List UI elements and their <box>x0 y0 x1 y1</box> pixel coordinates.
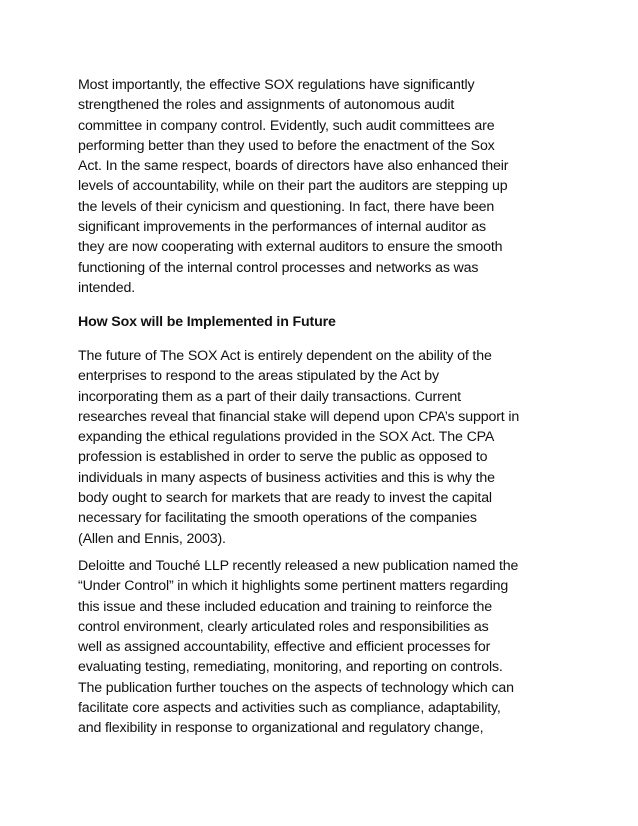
paragraph-line: enterprises to respond to the areas stipulated by the Act by <box>78 368 439 385</box>
paragraph-line: levels of accountability, while on their part the auditors are stepping up <box>78 178 508 195</box>
paragraph-line: evaluating testing, remediating, monitoring, and reporting on controls. <box>78 659 503 676</box>
paragraph-line: performing better than they used to before the enactment of the Sox <box>78 137 495 154</box>
paragraph-line: researches reveal that financial stake will depend upon CPA’s support in <box>78 408 520 425</box>
paragraph-line: strengthened the roles and assignments of autonomous audit <box>78 97 455 114</box>
paragraph-sox-effects <box>78 75 576 298</box>
paragraph-line: committee in company control. Evidently, such audit committees are <box>78 117 495 134</box>
paragraph-line: incorporating them as a part of their daily transactions. Current <box>78 388 461 405</box>
paragraph-line: profession is established in order to serve the public as opposed to <box>78 449 488 466</box>
section-heading <box>78 312 576 332</box>
paragraph-line: intended. <box>78 279 136 296</box>
paragraph-line: individuals in many aspects of business activities and this is why the <box>78 469 495 486</box>
paragraph-line: (Allen and Ennis, 2003). <box>78 530 226 547</box>
paragraph-line: The future of The SOX Act is entirely dependent on the ability of the <box>78 348 492 364</box>
paragraph-line: “Under Control” in which it highlights some pertinent matters regarding <box>78 578 509 595</box>
section-heading-text: How Sox will be Implemented in Future <box>78 314 336 330</box>
paragraph-line: The publication further touches on the aspects of technology which can <box>78 679 514 696</box>
paragraph-line: functioning of the internal control processes and networks as was <box>78 259 479 276</box>
paragraph-line: and flexibility in response to organizational and regulatory change, <box>78 720 484 737</box>
paragraph-line: body ought to search for markets that are ready to invest the capital <box>78 490 492 507</box>
paragraph-line: necessary for facilitating the smooth operations of the companies <box>78 510 477 527</box>
paragraph-line: Most importantly, the effective SOX regulations have significantly <box>78 77 475 93</box>
paragraph-deloitte-publication <box>78 556 576 739</box>
paragraph-line: control environment, clearly articulated roles and responsibilities as <box>78 618 489 635</box>
paragraph-line: expanding the ethical regulations provided in the SOX Act. The CPA <box>78 429 495 446</box>
paragraph-line: they are now cooperating with external auditors to ensure the smooth <box>78 239 503 256</box>
paragraph-line: Act. In the same respect, boards of directors have also enhanced their <box>78 158 509 175</box>
paragraph-line: well as assigned accountability, effective and efficient processes for <box>78 639 491 656</box>
paragraph-sox-future <box>78 346 576 549</box>
paragraph-line: this issue and these included education and training to reinforce the <box>78 598 492 615</box>
paragraph-line: the levels of their cynicism and questioning. In fact, there have been <box>78 198 495 215</box>
paragraph-line: facilitate core aspects and activities such as compliance, adaptability, <box>78 700 501 717</box>
paragraph-line: significant improvements in the performances of internal auditor as <box>78 219 486 236</box>
paragraph-line: Deloitte and Touché LLP recently released a new publication named the <box>78 558 519 574</box>
